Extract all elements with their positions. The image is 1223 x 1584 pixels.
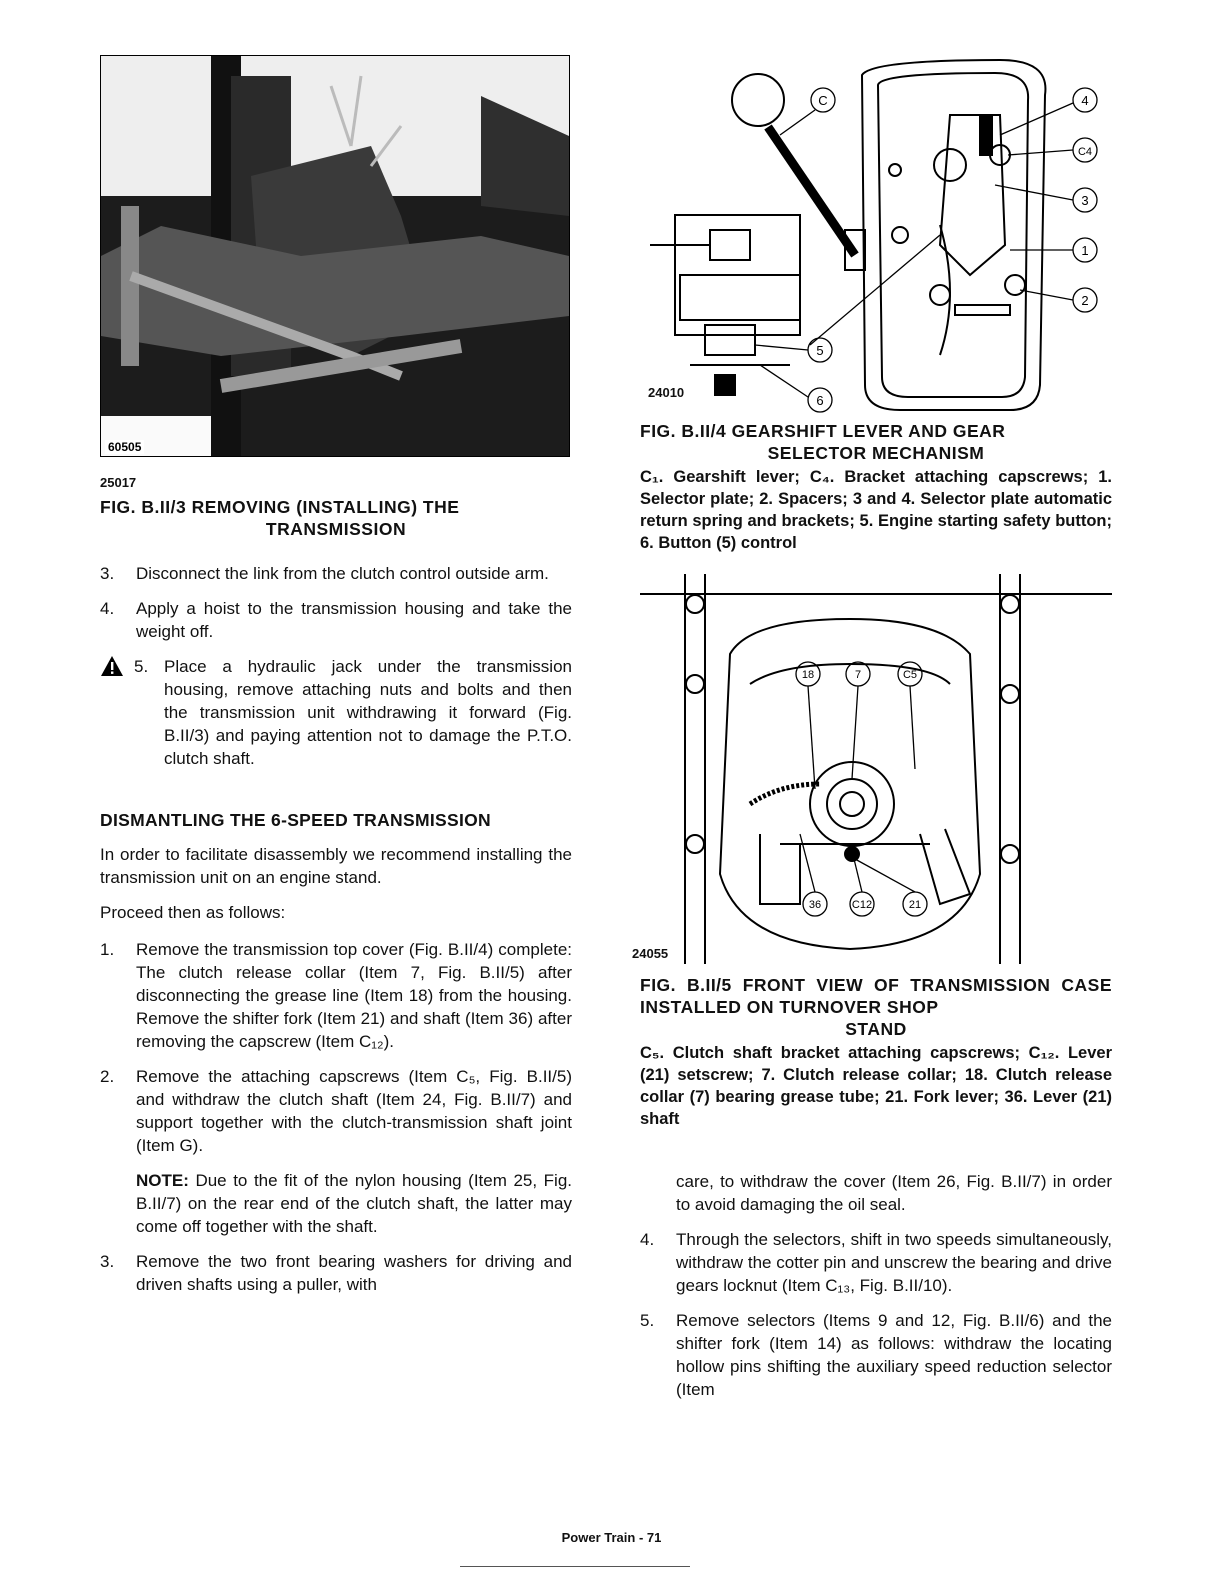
page-footer: Power Train - 71 — [561, 1530, 662, 1545]
callout-36: 36 — [808, 899, 822, 911]
list-item: 1. Remove the transmission top cover (Fig. B.II/4) complete: The clutch release collar (Item 7, Fig. B.II/5) after disconnecting the grease line (Item 18) from the housing. Remove the shifter fork (Item 21) and shaft (Item 36) after removing the capscrew (Item C₁₂). — [100, 940, 572, 1051]
gearshift-lever-drawing — [640, 55, 1112, 415]
intro-paragraph: In order to facilitate disassembly we recommend installing the transmission unit on an engine stand. — [100, 845, 572, 887]
gearshift-mechanism-illustration — [640, 55, 1112, 415]
figure-caption-b-ii-5: C₅. Clutch shaft bracket attaching capscrews; C₁₂. Lever (21) setscrew; 7. Clutch release collar; 18. Clutch release collar (7) bearing grease tube; 21. Fork lever; 36. Lever (21) shaft — [640, 1044, 1112, 1128]
right-steps-list — [640, 1228, 1112, 1401]
list-item: 3. Disconnect the link from the clutch control outside arm. — [100, 564, 549, 583]
fig3-title-line1: FIG. B.II/3 REMOVING (INSTALLING) THE — [100, 497, 460, 517]
drawing-code: 24010 — [648, 385, 685, 400]
callout-1: 1 — [1081, 243, 1089, 258]
callout-3: 3 — [1081, 193, 1089, 208]
fig5-title-line1: FIG. B.II/5 FRONT VIEW OF TRANSMISSION CASE INSTALLED ON TURNOVER SHOP — [640, 975, 1112, 1017]
list-item: 4. Apply a hoist to the transmission housing and take the weight off. — [100, 599, 572, 641]
section-heading: DISMANTLING THE 6-SPEED TRANSMISSION — [100, 810, 491, 830]
warning-icon — [100, 655, 124, 677]
callout-c4: C4 — [1077, 146, 1093, 158]
fig3-title-line2: TRANSMISSION — [265, 519, 407, 539]
fig4-title-line2: SELECTOR MECHANISM — [767, 443, 985, 463]
figure-caption-b-ii-4: C₁. Gearshift lever; C₄. Bracket attaching capscrews; 1. Selector plate; 2. Spacers; 3 and 4. Selector plate automatic return spring and brackets; 5. Engine starting safety button; 6. Button (5) control — [640, 468, 1112, 552]
callout-c: C — [818, 93, 828, 108]
fig4-title-line1: FIG. B.II/4 GEARSHIFT LEVER AND GEAR — [640, 421, 1006, 441]
right-column — [632, 55, 1112, 1413]
drawing-code: 24055 — [632, 946, 669, 961]
note-paragraph — [136, 1169, 572, 1238]
note-text: Due to the fit of the nylon housing (Item 25, Fig. B.II/7) on the rear end of the clutch shaft, the latter may come off together with the shaft. — [136, 1171, 572, 1236]
callout-2: 2 — [1081, 293, 1089, 308]
transmission-case-illustration — [640, 574, 1112, 964]
list-item: 2. Remove the attaching capscrews (Item C₅, Fig. B.II/5) and withdraw the clutch shaft (Item 24, Fig. B.II/7) and support together with the clutch-transmission shaft joint (Item G). NOTE: Due to the fit of the nylon housing (Item 25, Fig. B.II/7) on the rear end of the clutch shaft, the latter may come off together with the shaft. — [100, 1067, 572, 1236]
callout-5: 5 — [816, 343, 824, 358]
photo-illustration — [101, 56, 569, 456]
left-column — [100, 55, 572, 1308]
list-item: 5. Place a hydraulic jack under the transmission housing, remove attaching nuts and bolts and then the transmission unit withdrawing it forward (Fig. B.II/3) and paying attention not to damage the P.T.O. clutch shaft. — [100, 655, 572, 770]
callout-4: 4 — [1081, 93, 1089, 108]
list-item: 5. Remove selectors (Items 9 and 12, Fig. B.II/6) and the shifter fork (Item 14) as follows: withdraw the locating hollow pins shifting the auxiliary speed reduction selector (Item — [640, 1311, 1112, 1399]
dismantling-steps-list — [100, 938, 572, 1296]
callout-6: 6 — [816, 393, 824, 408]
list-item: 3. Remove the two front bearing washers for driving and driven shafts using a puller, with — [100, 1252, 572, 1294]
proceed-paragraph: Proceed then as follows: — [100, 903, 286, 922]
callout-21: 21 — [908, 899, 922, 911]
continuation-paragraph: care, to withdraw the cover (Item 26, Fig. B.II/7) in order to avoid damaging the oil seal. — [676, 1172, 1112, 1214]
figure-title-b-ii-4 — [640, 420, 1112, 464]
figure-title-b-ii-3 — [100, 496, 572, 540]
callout-c12: C12 — [851, 899, 873, 911]
fig5-title-line2: STAND — [845, 1019, 907, 1039]
note-label: NOTE: — [136, 1171, 189, 1190]
photo-code: 60505 — [105, 440, 144, 454]
list-item: 4. Through the selectors, shift in two speeds simultaneously, withdraw the cotter pin and unscrew the bearing and drive gears locknut (Item C₁₃, Fig. B.II/10). — [640, 1230, 1112, 1295]
footer-rule — [460, 1566, 690, 1567]
transmission-removal-photo — [100, 55, 570, 457]
removal-steps-list — [100, 562, 572, 770]
callout-18: 18 — [801, 669, 815, 681]
transmission-case-drawing — [632, 574, 1112, 964]
figure-title-b-ii-5 — [640, 974, 1112, 1040]
callout-7: 7 — [854, 669, 862, 681]
callout-c5: C5 — [902, 669, 918, 681]
figure-reference-code: 25017 — [100, 475, 137, 490]
